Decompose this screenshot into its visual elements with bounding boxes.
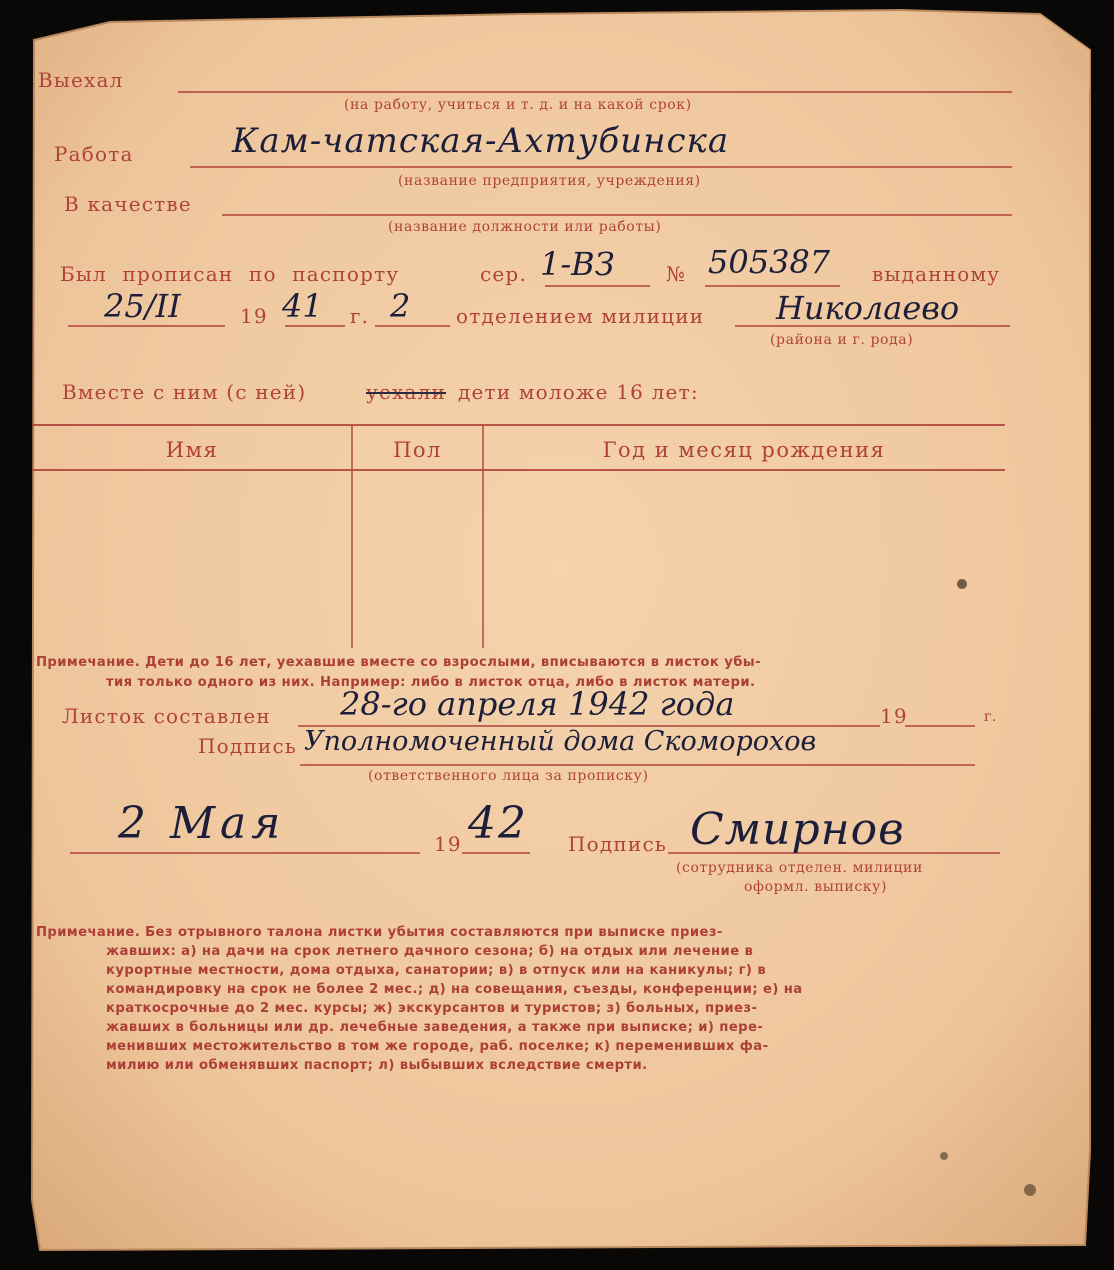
note1-line: тия только одного из них. Например: либо в листок отца, либо в листок матери. [106,675,756,690]
extract-hint-1: (сотрудника отделен. милиции [676,860,923,876]
passport-date: 25/II [104,287,181,325]
year-prefix: 19 [240,304,268,328]
section1-label: Выехал [38,68,124,92]
table-header-sex: Пол [393,438,442,462]
note2-line: милию или обменявших паспорт; л) выбывших вследствие смерти. [106,1058,648,1073]
g-label: г. [350,304,370,328]
signature-label: Подпись [198,734,297,758]
extract-signature-label: Подпись [568,832,667,856]
work-label: Работа [54,142,134,166]
extract-year: 42 [468,798,528,849]
district-hint: (района и г. рода) [770,332,914,348]
number-value: 505387 [708,243,831,281]
compiled-year: 19 [880,704,908,728]
note2-line: жавших в больницы или др. лечебные заведения, а также при выписке; и) пере- [106,1020,764,1035]
year-value: 41 [282,287,323,325]
children-rest: дети моложе 16 лет: [458,380,699,404]
dept-value: 2 [390,287,411,325]
extract-hint-2: оформл. выписку) [744,879,888,895]
district-value: Николаево [776,289,960,327]
work-hint: (название предприятия, учреждения) [398,173,701,189]
compiled-g: г. [984,709,997,725]
note2-line: Примечание. Без отрывного талона листки убытия составляются при выписке приез- [36,925,723,940]
children-crossed: уехали [366,380,447,404]
compiled-label: Листок составлен [62,704,271,728]
signature-hint: (ответственного лица за прописку) [368,768,649,784]
note2-line: курортные местности, дома отдыха, санатории; в) в отпуск или на каникулы; г) в [106,963,767,978]
position-hint: (название должности или работы) [388,219,662,235]
note2-line: менивших местожительство в том же городе, раб. поселке; к) переменивших фа- [106,1039,769,1054]
dept-label: отделением милиции [456,304,705,328]
position-label: В качестве [64,192,192,216]
table-header-birth: Год и месяц рождения [602,438,886,462]
note2-line: жавших: а) на дачи на срок летнего дачного сезона; б) на отдых или лечение в [106,944,754,959]
extract-year-prefix: 19 [434,832,462,856]
compiled-date: 28-го апреля 1942 года [340,685,735,723]
children-label: Вместе с ним (с ней) [62,380,307,404]
section1-hint: (на работу, учиться и т. д. и на какой срок) [344,97,692,113]
number-label: № [666,262,687,286]
work-value: Кам-чатская-Ахтубинска [232,121,730,161]
series-value: 1-ВЗ [540,245,615,283]
note1-line: Примечание. Дети до 16 лет, уехавшие вместе со взрослыми, вписываются в листок убы- [36,655,762,670]
issued-label: выданному [872,262,1001,286]
note2-line: краткосрочные до 2 мес. курсы; ж) экскурсантов и туристов; з) больных, приез- [106,1001,758,1016]
extract-date: 2 Мая [118,798,286,849]
passport-label: Был прописан по паспорту [60,262,400,286]
signature-value: Уполномоченный дома Скоморохов [304,726,817,757]
note2-line: командировку на срок не более 2 мес.; д) на совещания, съезды, конференции; е) на [106,982,803,997]
extract-signature: Смирнов [690,804,905,855]
series-label: сер. [480,262,527,286]
table-header-name: Имя [165,438,219,462]
